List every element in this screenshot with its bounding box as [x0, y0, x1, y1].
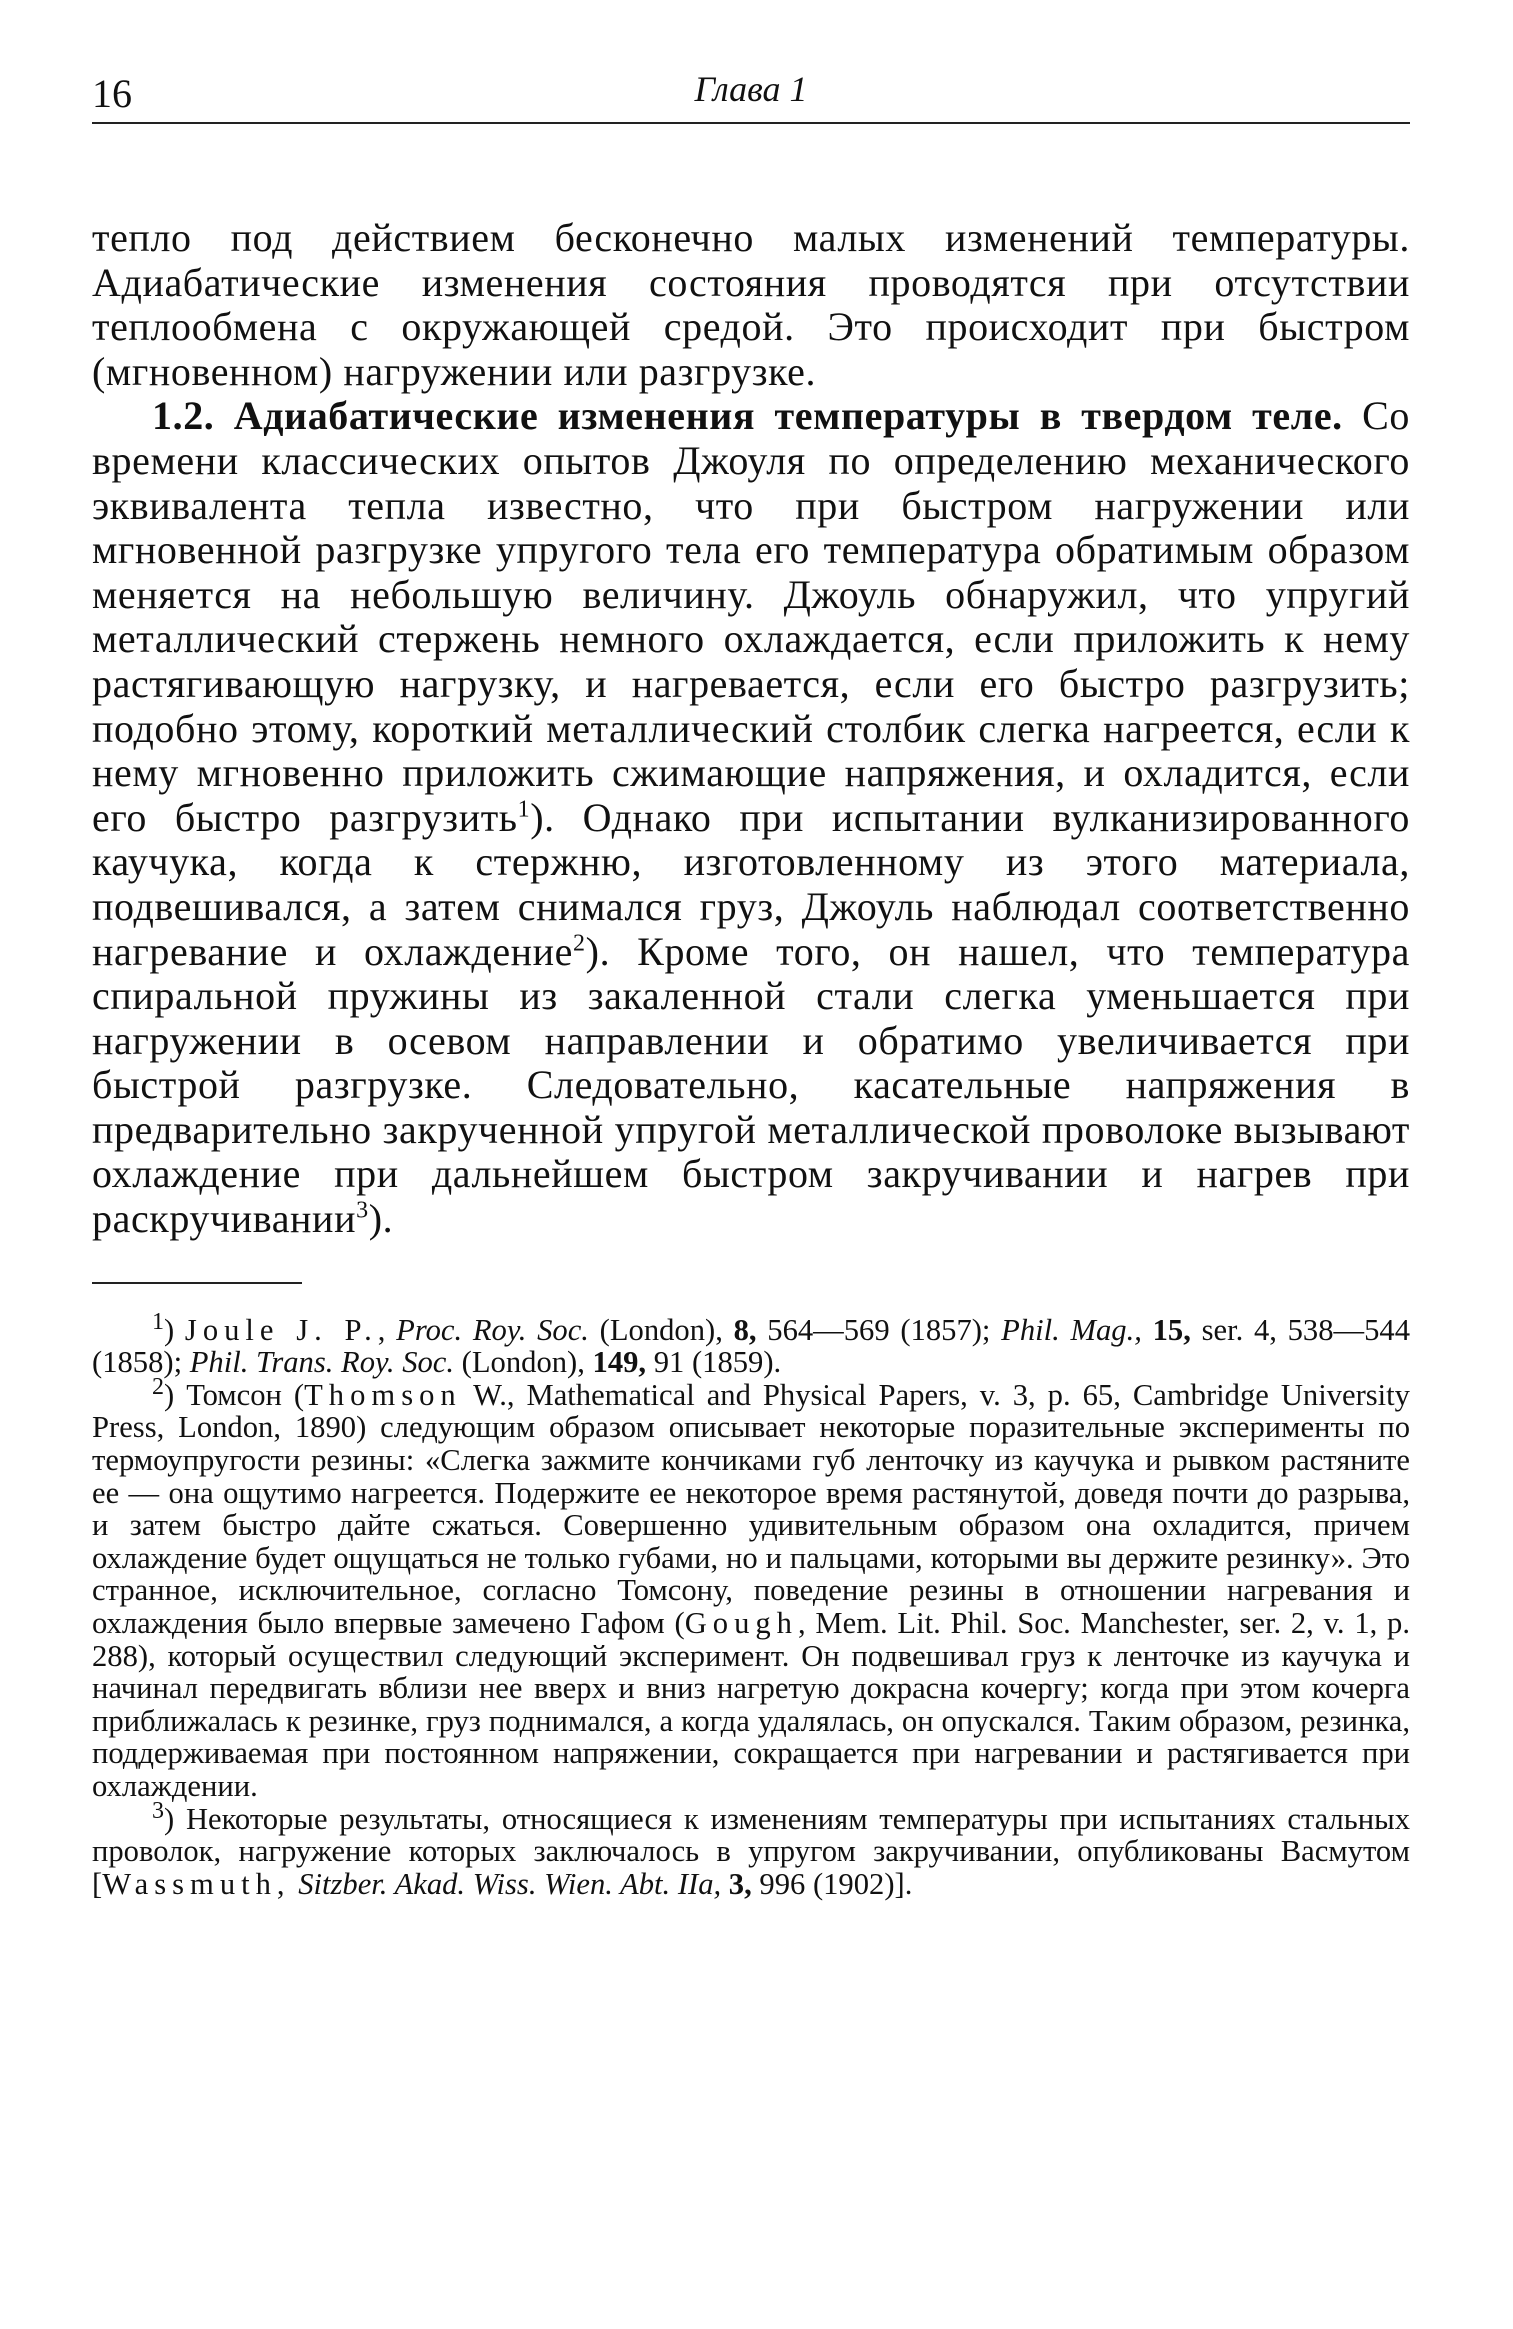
journal-name: Phil. Mag.,	[1001, 1312, 1142, 1347]
page-number: 16	[92, 71, 132, 116]
volume: 8,	[733, 1312, 757, 1347]
footnote-ref-2[interactable]: 2	[573, 930, 586, 957]
book-page	[92, 60, 1410, 1900]
section-text-3: ). Кроме того, он нашел, что температура спиральной пружины из закаленной стали слегка уменьшается при нагружении в осевом направлении и обратимо увеличивается при быстрой разгрузке. Следовательно, касательные напряжения в предварительно закрученной упругой металлической проволоке вызывают охлаждение при дальнейшем быстром закручивании и нагрев при раскручивании	[92, 928, 1411, 1242]
page-header	[92, 60, 1410, 124]
author-name: Wassmuth,	[102, 1866, 291, 1901]
volume: 149,	[592, 1345, 647, 1380]
section-text-2: ). Однако при испытании вулканизированного каучука, когда к стержню, изготовленному из этого материала, подвешивался, а затем снимался груз, Джоуль наблюдал соответственно нагревание и охлаждение	[92, 794, 1411, 974]
running-title: Глава 1	[694, 69, 808, 109]
body-text	[92, 216, 1410, 1242]
volume: 3,	[728, 1866, 752, 1901]
footnote-3: $^3$) Некоторые результаты, относящиеся к изменениям температуры при испытаниях стальных проволок, нагружение которых заключалось в упругом закручивании, опубликованы Васмутом [Wassmuth, Sitzber. Akad. Wiss. Wien. Abt. IIa, 3, 996 (1902)].	[92, 1797, 1410, 1901]
journal-name: Phil. Trans. Roy. Soc.	[189, 1345, 455, 1380]
footnote-divider	[92, 1282, 302, 1284]
section-heading: 1.2. Адиабатические изменения температуры в твердом теле.	[152, 393, 1343, 439]
section-text-4: ).	[368, 1196, 394, 1242]
author-name: Thomson	[304, 1377, 462, 1412]
footnote-ref-3[interactable]: 3	[356, 1197, 369, 1224]
footnote-2: $^2$) Томсон (Thomson W., Mathematical and Physical Papers, v. 3, p. 65, Cambridge University Press, London, 1890) следующим образом описывает некоторые поразительные эксперименты по термоупругости резины: «Слегка зажмите кончиками губ ленточку из каучука и рывком растяните ее — она ощутимо нагреется. Подержите ее некоторое время растянутой, доведя почти до разрыва, и затем быстро дайте сжаться. Совершенно удивительным образом она охладится, причем охлаждение будет ощущаться не только губами, но и пальцами, которыми вы держите резинку». Это странное, исключительное, согласно Томсону, поведение резины в отношении нагревания и охлаждения было впервые замечено Гафом (Gough, Mem. Lit. Phil. Soc. Manchester, ser. 2, v. 1, p. 288), который осуществил следующий эксперимент. Он подвешивал груз к ленточке из каучука и начинал передвигать вблизи нее вверх и вниз нагретую докрасна кочергу; когда при этом кочерга приближалась к резинке, груз поднимался, а когда удалялась, он опускался. Таким образом, резинка, поддерживаемая при постоянном напряжении, сокращается при нагревании и растягивается при охлаждении.	[92, 1373, 1410, 1803]
footnotes	[92, 1308, 1410, 1901]
author-name: Gough	[684, 1606, 798, 1640]
footnote-ref-1[interactable]: 1	[517, 796, 531, 823]
section-text-1: Со времени классических опытов Джоуля по определению механического эквивалента тепла известно, что при быстром нагружении или мгновенной разгрузке упругого тела его температура обратимым образом меняется на небольшую величину. Джоуль обнаружил, что упругий металлический стержень немного охлаждается, если приложить к нему растягивающую нагрузку, и нагревается, если его быстро разгрузить; подобно этому, короткий металлический столбик слегка нагреется, если к нему мгновенно приложить сжимающие напряжения, и охладится, если его быстро разгрузить	[92, 393, 1411, 840]
footnote-mark: 2	[152, 1373, 164, 1400]
footnote-mark: 3	[152, 1797, 164, 1824]
section-paragraph	[92, 394, 1410, 1241]
volume: 15,	[1152, 1312, 1191, 1347]
author-name: Joule J. P.	[184, 1312, 378, 1347]
footnote-1: $^1$) Joule J. P., Proc. Roy. Soc. (London), 8, 564—569 (1857); Phil. Mag., 15, ser. 4, 538—544 (1858); Phil. Trans. Roy. Soc. (London), 149, 91 (1859).	[92, 1308, 1410, 1380]
journal-name: Proc. Roy. Soc.	[396, 1312, 589, 1347]
intro-paragraph: тепло под действием бесконечно малых изменений температуры. Адиабатические изменения состояния проводятся при отсутствии теплообмена с окружающей средой. Это происходит при быстром (мгновенном) нагружении или разгрузке.	[92, 215, 1410, 394]
footnote-mark: 1	[152, 1308, 164, 1335]
journal-name: Sitzber. Akad. Wiss. Wien. Abt. IIa,	[298, 1866, 722, 1901]
